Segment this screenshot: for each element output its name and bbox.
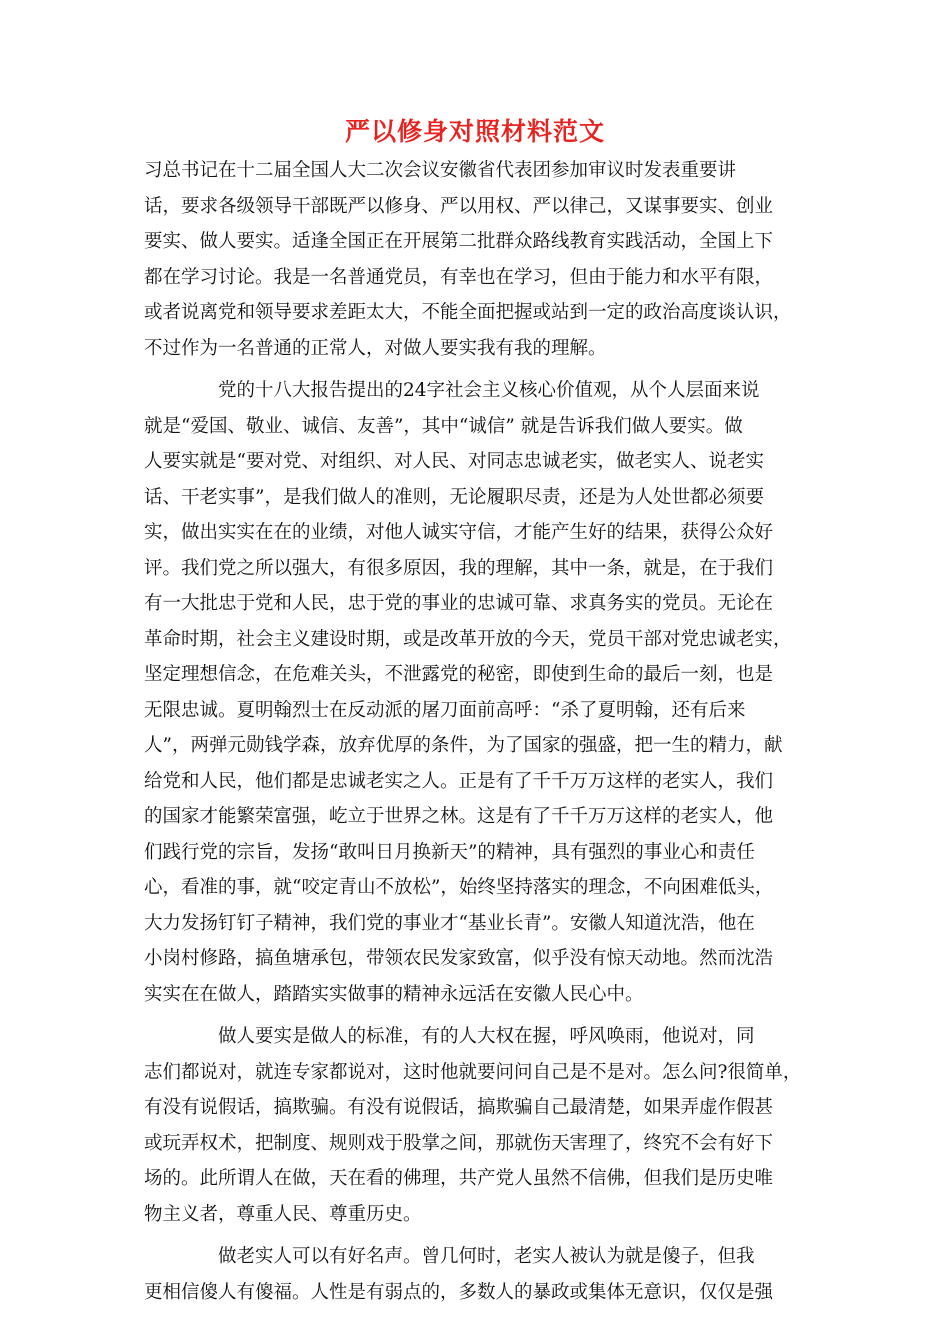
text-line: 心，看准的事，就“咬定青山不放松”，始终坚持落实的理念，不向困难低头， xyxy=(144,877,774,898)
text-line: 评。我们党之所以强大，有很多原因，我的理解，其中一条，就是，在于我们 xyxy=(144,557,774,579)
text-line: 小岗村修路，搞鱼塘承包，带领农民发家致富，似乎没有惊天动地。然而沈浩 xyxy=(144,948,774,969)
text-line: 实实在在做人，踏踏实实做事的精神永远活在安徽人民心中。 xyxy=(144,983,644,1005)
text-line: 习总书记在十二届全国人大二次会议安徽省代表团参加审议时发表重要讲 xyxy=(144,160,737,181)
paragraph xyxy=(144,373,804,1012)
text-line: 大力发扬钉钉子精神，我们党的事业才“基业长青”。安徽人知道沈浩，他在 xyxy=(144,912,755,934)
text-line: 革命时期，社会主义建设时期，或是改革开放的今天，党员干部对党忠诚老实， xyxy=(144,628,792,650)
paragraph-gap xyxy=(144,1232,804,1239)
paragraph-gap xyxy=(144,366,804,373)
text-line: 话，要求各级领导干部既严以修身、严以用权、严以律己，又谋事要实、创业 xyxy=(144,195,774,217)
text-line: 的国家才能繁荣富强，屹立于世界之林。这是有了千千万万这样的老实人，他 xyxy=(144,806,774,827)
paragraph xyxy=(144,1239,804,1310)
paragraph-gap xyxy=(144,1012,804,1019)
text-line: 坚定理想信念，在危难关头，不泄露党的秘密，即使到生命的最后一刻，也是 xyxy=(144,664,774,685)
text-line: 不过作为一名普通的正常人，对做人要实我有我的理解。 xyxy=(144,337,607,359)
text-line: 有一大批忠于党和人民，忠于党的事业的忠诚可靠、求真务实的党员。无论在 xyxy=(144,593,774,614)
document-title: 严以修身对照材料范文 xyxy=(344,117,605,146)
text-line: 场的。此所谓人在做，天在看的佛理，共产党人虽然不信佛，但我们是历史唯 xyxy=(144,1168,774,1189)
document-body xyxy=(144,153,804,1310)
text-line: 有没有说假话，搞欺骗。有没有说假话，搞欺骗自己最清楚，如果弄虚作假甚 xyxy=(144,1097,774,1118)
text-line: 话、干老实事”，是我们做人的准则，无论履职尽责，还是为人处世都必须要 xyxy=(144,486,764,508)
text-line: 人要实就是“要对党、对组织、对人民、对同志忠诚老实，做老实人、说老实 xyxy=(144,451,764,472)
text-line: 物主义者，尊重人民、尊重历史。 xyxy=(144,1203,422,1225)
text-line: 做老实人可以有好名声。曾几何时，老实人被认为就是傻子，但我 xyxy=(144,1246,755,1267)
text-line: 党的十八大报告提出的24字社会主义核心价值观，从个人层面来说 xyxy=(144,380,760,401)
text-line: 志们都说对，就连专家都说对，这时他就要问问自己是不是对。怎么问?很简单， xyxy=(144,1061,802,1083)
paragraph xyxy=(144,153,804,366)
text-line: 或者说离党和领导要求差距太大，不能全面把握或站到一定的政治高度谈认识， xyxy=(144,302,792,323)
text-line: 们践行党的宗旨，发扬“敢叫日月换新天”的精神，具有强烈的事业心和责任 xyxy=(144,841,755,863)
text-line: 无限忠诚。夏明翰烈士在反动派的屠刀面前高呼：“杀了夏明翰，还有后来 xyxy=(144,699,746,721)
paragraph xyxy=(144,1019,804,1232)
text-line: 给党和人民，他们都是忠诚老实之人。正是有了千千万万这样的老实人，我们 xyxy=(144,770,774,792)
text-line: 或玩弄权术，把制度、规则戏于股掌之间，那就伤天害理了，终究不会有好下 xyxy=(144,1132,774,1154)
text-line: 做人要实是做人的标准，有的人大权在握，呼风唤雨，他说对，同 xyxy=(144,1026,755,1047)
text-line: 就是“爱国、敬业、诚信、友善”，其中“诚信” 就是告诉我们做人要实。做 xyxy=(144,415,743,437)
text-line: 更相信傻人有傻福。人性是有弱点的，多数人的暴政或集体无意识，仅仅是强 xyxy=(144,1281,774,1303)
text-line: 实，做出实实在在的业绩，对他人诚实守信，才能产生好的结果，获得公众好 xyxy=(144,522,774,543)
text-line: 要实、做人要实。适逢全国正在开展第二批群众路线教育实践活动，全国上下 xyxy=(144,231,774,252)
text-line: 都在学习讨论。我是一名普通党员，有幸也在学习，但由于能力和水平有限， xyxy=(144,266,774,288)
text-line: 人”，两弹元勋钱学森，放弃优厚的条件，为了国家的强盛，把一生的精力，献 xyxy=(144,735,783,756)
